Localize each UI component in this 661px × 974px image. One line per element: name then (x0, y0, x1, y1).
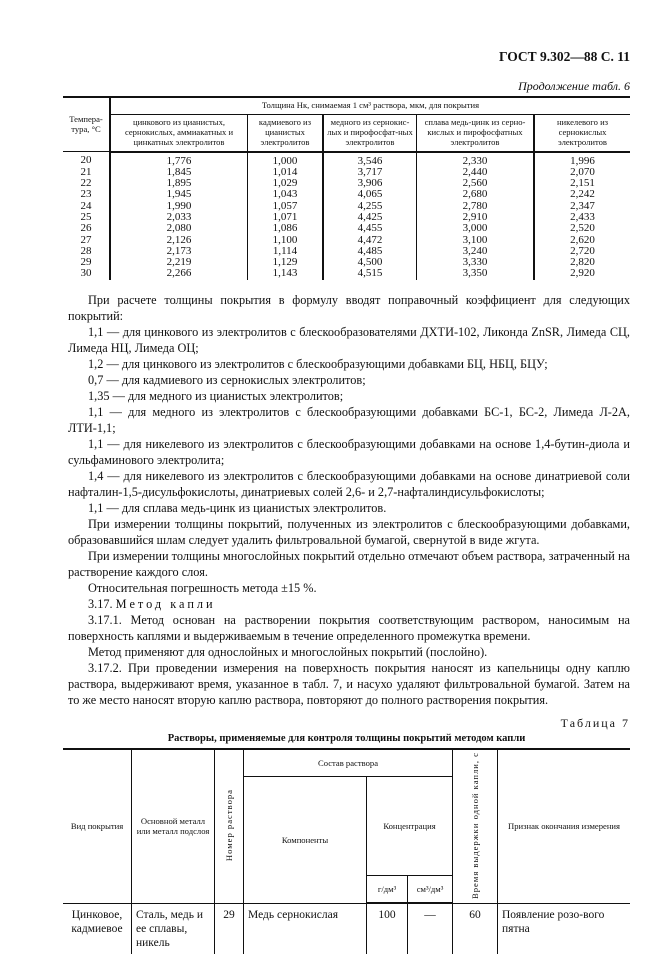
table-cell: 21 (80, 165, 92, 178)
table-cell: 26 (80, 222, 92, 235)
table-cell: 1,776 (110, 152, 248, 167)
table-cell: 3,546 (323, 152, 417, 167)
col-zinc: цинкового из цианистых, сернокислых, аммиакатных и цинкатных электролитов (110, 114, 248, 151)
table-cell: 1,114 (248, 246, 324, 257)
paragraph: 1,1 — для цинкового из электролитов с блескообразователями ДХТИ-102, Ликонда ZnSR, Лимеда СЦ, Лимеда НЦ, Лимеда ОЦ; (68, 324, 630, 355)
col-components: Компоненты (244, 776, 367, 903)
table-cell: 2,242 (534, 189, 630, 200)
table-cell: 2,330 (417, 152, 535, 167)
drop-method-table (63, 748, 630, 954)
paragraph: 1,1 — для сплава медь-цинк из цианистых электролитов. (88, 500, 387, 515)
col-concentration: Концентрация (367, 776, 453, 875)
col-drop-time: Время выдержки одной капли, с (453, 749, 498, 903)
table-cell: 2,173 (110, 246, 248, 257)
table-row (63, 212, 630, 223)
table-cell: 1,945 (110, 189, 248, 200)
table-cell: 27 (80, 233, 92, 246)
paragraph: При измерении толщины многослойных покрытий отдельно отмечают объем раствора, затраченный на растворение каждого слоя. (68, 548, 630, 579)
paragraph: 1,1 — для никелевого из электролитов с блескообразующими добавками на основе 1,4-бутин-диола и сульфаминового электролита; (68, 436, 630, 467)
table-cell: 1,845 (110, 167, 248, 178)
col-g-dm3: г/дм³ (367, 876, 408, 904)
table-cell: 4,472 (323, 235, 417, 246)
table-cell: 2,266 (110, 268, 248, 279)
paragraph: Относительная погрешность метода ±15 %. (88, 580, 317, 595)
col-solution-number: Номер раствора (215, 749, 244, 903)
table-cell: 2,680 (417, 189, 535, 200)
section-number: 3.17. (88, 596, 113, 611)
table-cell: 3,717 (323, 167, 417, 178)
table-cell: 4,425 (323, 212, 417, 223)
table-cell: 24 (80, 199, 92, 212)
cell-g-dm3: 100 (367, 903, 408, 954)
table-cell: 2,070 (534, 167, 630, 178)
cell-end-sign: Появление розо-вого пятна (498, 903, 631, 954)
cell-time: 60 (453, 903, 498, 954)
table-cell: 3,330 (417, 257, 535, 268)
table-cell: 1,057 (248, 201, 324, 212)
table-cell: 2,910 (417, 212, 535, 223)
col-end-sign: Признак окончания измерения (498, 749, 631, 903)
thickness-table (63, 96, 630, 280)
table-cell: 2,720 (534, 246, 630, 257)
cell-number: 29 (215, 903, 244, 954)
col-nickel: никелевого из сернокислых электролитов (534, 114, 630, 151)
table-row (63, 268, 630, 279)
table-row (63, 167, 630, 178)
col-solution-composition: Состав раствора (244, 749, 453, 777)
table-row (63, 257, 630, 268)
body-text (68, 292, 630, 708)
table-cell: 2,560 (417, 178, 535, 189)
col-copper-zinc: сплава медь-цинк из серно-кислых и пирофосфатных электролитов (417, 114, 535, 151)
section-title: Метод капли (115, 596, 216, 611)
paragraph: 0,7 — для кадмиевого из сернокислых электролитов; (88, 372, 366, 387)
table-cell: 2,347 (534, 201, 630, 212)
table7-title: Растворы, применяемые для контроля толщины покрытий методом капли (167, 732, 526, 744)
group-header: Толщина Нк, снимаемая 1 см³ раствора, мкм, для покрытия (110, 97, 630, 114)
col-cm3-dm3: см³/дм³ (408, 876, 453, 904)
table-cell: 4,515 (323, 268, 417, 279)
table-row (63, 235, 630, 246)
table-cell: 2,520 (534, 223, 630, 234)
cell-cm3-dm3: — (408, 903, 453, 954)
paragraph: 3.17.1. Метод основан на растворении покрытия соответствующим раствором, наносимым на поверхность каплями и выдерживаемым в течение определенного промежутка времени. (68, 612, 630, 643)
paragraph: 1,1 — для медного из электролитов с блескообразующими добавками БС-1, БС-2, Лимеда Л-2А, ЛТИ-1,1; (68, 404, 630, 435)
table-cell: 2,920 (534, 268, 630, 279)
table-cell: 4,500 (323, 257, 417, 268)
table-row (63, 246, 630, 257)
table-cell: 1,100 (248, 235, 324, 246)
table-continuation-label: Продолжение табл. 6 (518, 79, 630, 93)
table-cell: 2,820 (534, 257, 630, 268)
table-cell: 20 (80, 154, 92, 167)
col-coating-type: Вид покрытия (63, 749, 132, 903)
table-row (63, 903, 630, 954)
cell-type: Цинковое, кадмиевое (71, 908, 123, 935)
table-cell: 2,080 (110, 223, 248, 234)
table-cell: 4,485 (323, 246, 417, 257)
col-temperature: Темпера-тура, °С (63, 97, 110, 152)
section-heading (68, 596, 630, 612)
col-copper: медного из сернокис-лых и пирофосфат-ных электролитов (323, 114, 417, 151)
table-cell: 1,029 (248, 178, 324, 189)
paragraph: 1,2 — для цинкового из электролитов с блескообразующими добавками БЦ, НБЦ, БЦУ; (88, 356, 548, 371)
table-cell: 28 (80, 244, 92, 257)
table-cell: 1,990 (110, 201, 248, 212)
table-cell: 2,620 (534, 235, 630, 246)
table-cell: 1,086 (248, 223, 324, 234)
table-cell: 1,129 (248, 257, 324, 268)
table-cell: 22 (80, 177, 92, 190)
cell-base: Сталь, медь и ее сплавы, никель (132, 903, 215, 954)
table-cell: 1,014 (248, 167, 324, 178)
cell-component: Медь сернокислая (244, 903, 367, 954)
table-cell: 3,000 (417, 223, 535, 234)
table-row (63, 152, 630, 167)
table-cell: 30 (80, 267, 92, 280)
table-cell: 1,043 (248, 189, 324, 200)
table-row (63, 189, 630, 200)
table-cell: 2,126 (110, 235, 248, 246)
page-header: ГОСТ 9.302—88 С. 11 (498, 49, 630, 64)
paragraph: Метод применяют для однослойных и многослойных покрытий (послойно). (88, 644, 488, 659)
table-cell: 2,433 (534, 212, 630, 223)
paragraph: 1,35 — для медного из цианистых электролитов; (88, 388, 344, 403)
table-cell: 1,996 (534, 152, 630, 167)
table-cell: 3,906 (323, 178, 417, 189)
table-cell: 25 (80, 210, 92, 223)
table-cell: 2,440 (417, 167, 535, 178)
table-cell: 2,780 (417, 201, 535, 212)
table-cell: 2,151 (534, 178, 630, 189)
table-cell: 4,255 (323, 201, 417, 212)
table-cell: 2,219 (110, 257, 248, 268)
table-cell: 23 (80, 188, 92, 201)
col-base-metal: Основной металл или металл подслоя (132, 749, 215, 903)
table-cell: 3,350 (417, 268, 535, 279)
table-cell: 1,895 (110, 178, 248, 189)
paragraph: При расчете толщины покрытия в формулу вводят поправочный коэффициент для следующих покрытий: (68, 292, 630, 323)
table-row (63, 223, 630, 234)
table7-label: Таблица 7 (560, 715, 630, 730)
table-cell: 1,143 (248, 268, 324, 279)
table-cell: 1,071 (248, 212, 324, 223)
table-cell: 4,455 (323, 223, 417, 234)
table-cell: 3,240 (417, 246, 535, 257)
table-row (63, 201, 630, 212)
paragraph: При измерении толщины покрытий, полученных из электролитов с блескообразующими добавками, образовавшийся шлам следует удалить фильтровальной бумагой, свернутой в виде жгута. (68, 516, 630, 547)
table-cell: 3,100 (417, 235, 535, 246)
table-cell: 29 (80, 256, 92, 269)
paragraph: 1,4 — для никелевого из электролитов с блескообразующими добавками на основе динатриевой соли нафталин-1,5-дисульфокислоты, динатриевых солей 2,6- и 2,7-нафталиндисульфокислоты; (68, 468, 630, 499)
col-cadmium: кадмиевого из цианистых электролитов (248, 114, 324, 151)
table-cell: 4,065 (323, 189, 417, 200)
table-row (63, 178, 630, 189)
paragraph: 3.17.2. При проведении измерения на поверхность покрытия наносят из капельницы одну каплю раствора, выдерживают время, указанное в табл. 7, и насухо удаляют фильтровальной бумагой. Затем на то же место наносят вторую каплю раствора, повторяют до полного растворения покрытия. (68, 660, 630, 707)
table-cell: 1,000 (248, 152, 324, 167)
table-cell: 2,033 (110, 212, 248, 223)
